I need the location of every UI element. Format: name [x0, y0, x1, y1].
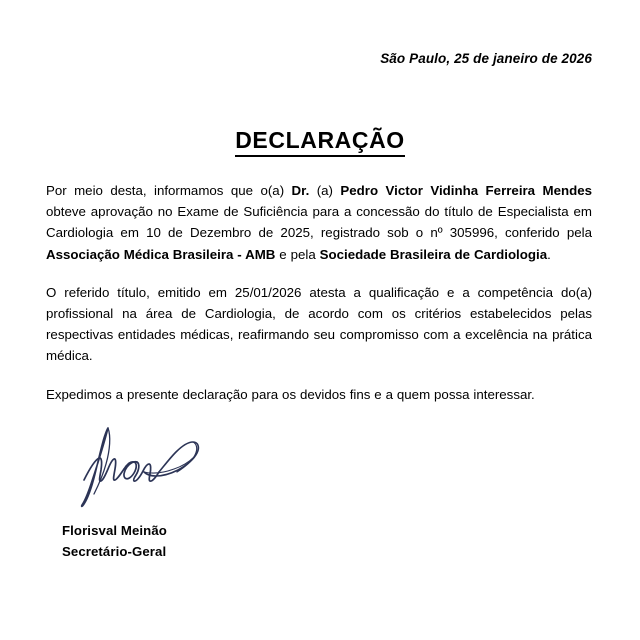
document-title-container	[0, 128, 640, 157]
page-title: DECLARAÇÃO	[235, 128, 405, 157]
document-date-location: São Paulo, 25 de janeiro de 2026	[380, 51, 592, 66]
signature-mark	[64, 424, 214, 510]
p1-segment-conjunction: e pela	[275, 246, 320, 262]
p1-segment-intro: Por meio desta, informamos que o(a)	[46, 183, 292, 198]
paragraph-certification	[46, 180, 592, 265]
p1-segment-period: .	[547, 246, 551, 262]
doctor-name: Pedro Victor Vidinha Ferreira Mendes	[340, 183, 593, 198]
p1-segment-gender-suffix: (a)	[309, 183, 341, 198]
p1-segment-title-abbrev: Dr.	[291, 183, 310, 198]
paragraph-purpose: Expedimos a presente declaração para os devidos fins e a quem possa interessar.	[46, 386, 535, 402]
paragraph-qualification: O referido título, emitido em 25/01/2026 atesta a qualificação e a competência do(a) profissional na área de Cardiologia, de acordo com os critérios estabelecidos pelas respectivas entidades médicas, reafirmando seu compromisso com a excelência na prática médica.	[46, 284, 592, 364]
signatory-role: Secretário-Geral	[62, 544, 167, 559]
entity-sbc: Sociedade Brasileira de Cardiologia	[319, 246, 548, 262]
signature-block	[62, 424, 362, 562]
p1-segment-exam-details: obteve aprovação no Exame de Suficiência para a concessão do título de Especialista em Cardiologia em 10 de Dezembro de 2025, registrado sob o nº 305996, conferido pela	[46, 204, 592, 241]
entity-amb: Associação Médica Brasileira - AMB	[46, 246, 276, 262]
signatory-name: Florisval Meinão	[62, 523, 167, 538]
document-body	[46, 180, 592, 405]
